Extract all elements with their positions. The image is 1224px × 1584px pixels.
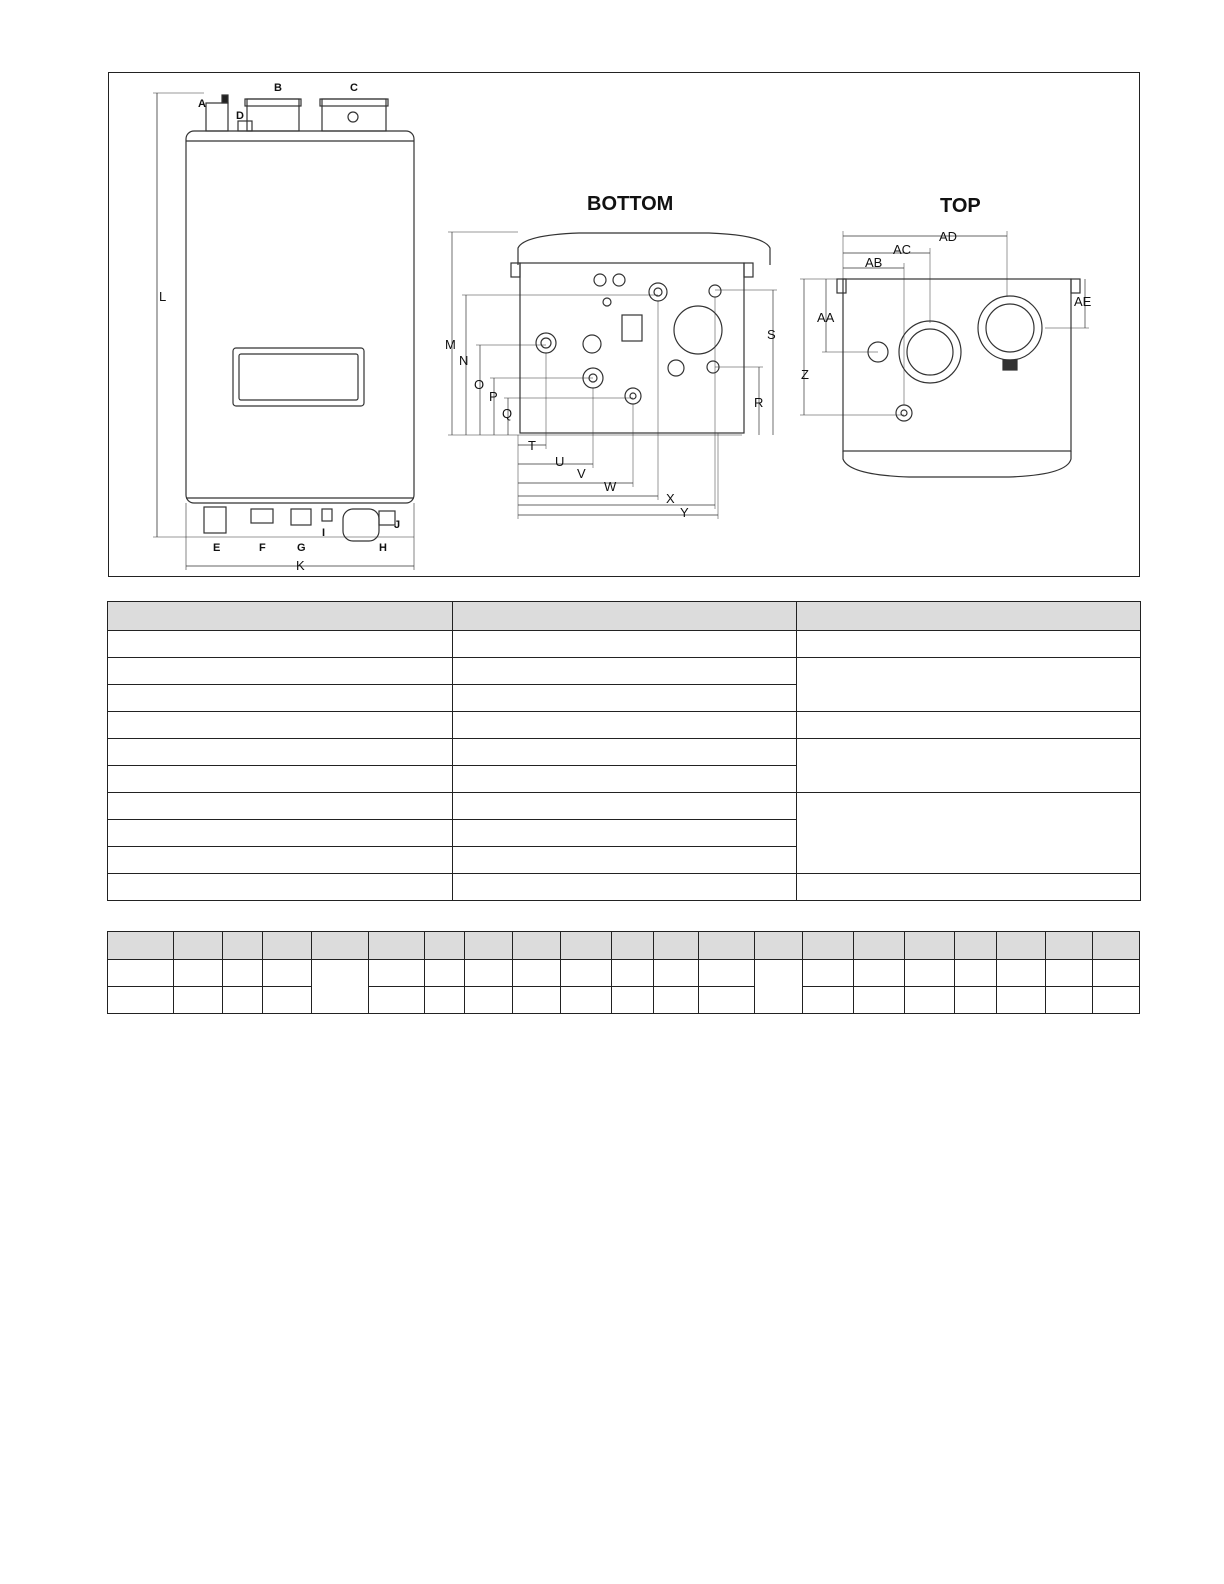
header-cell xyxy=(263,932,312,960)
table-cell xyxy=(108,820,453,847)
table-cell xyxy=(108,874,453,901)
label-y: Y xyxy=(680,505,689,520)
table-cell xyxy=(453,766,797,793)
header-cell xyxy=(425,932,465,960)
label-b: B xyxy=(274,82,282,94)
table-cell xyxy=(108,847,453,874)
specifications-table xyxy=(107,601,1141,901)
label-f: F xyxy=(259,542,266,554)
label-q: Q xyxy=(502,406,513,421)
header-cell xyxy=(108,602,453,631)
dimension-drawing-frame xyxy=(108,72,1140,577)
table-cell xyxy=(560,960,611,987)
header-cell xyxy=(802,932,853,960)
label-x: X xyxy=(666,491,675,506)
label-z: Z xyxy=(801,367,809,382)
header-cell xyxy=(1092,932,1139,960)
table-cell xyxy=(312,960,369,1014)
table-cell xyxy=(797,631,1141,658)
header-cell xyxy=(611,932,653,960)
table-cell xyxy=(611,960,653,987)
table-cell xyxy=(797,658,1141,712)
table-cell xyxy=(108,658,453,685)
label-ae: AE xyxy=(1074,294,1092,309)
table-cell xyxy=(698,987,755,1014)
table-cell xyxy=(453,739,797,766)
table-cell xyxy=(802,960,853,987)
table-cell xyxy=(263,960,312,987)
label-n: N xyxy=(459,353,469,368)
table-row xyxy=(108,658,1141,685)
header-cell xyxy=(797,602,1141,631)
table-cell xyxy=(453,712,797,739)
control-display-panel xyxy=(233,348,364,406)
table-cell xyxy=(453,793,797,820)
label-u: U xyxy=(555,454,565,469)
header-cell xyxy=(997,932,1045,960)
table-cell xyxy=(453,631,797,658)
label-e: E xyxy=(213,542,221,554)
label-g: G xyxy=(297,542,306,554)
label-v: V xyxy=(577,466,586,481)
table-cell xyxy=(653,987,698,1014)
header-cell xyxy=(1045,932,1092,960)
table-header-row xyxy=(108,932,1140,960)
label-k: K xyxy=(296,558,305,573)
table-cell xyxy=(453,658,797,685)
label-o: O xyxy=(474,377,485,392)
intake-collar xyxy=(247,99,299,131)
label-aa: AA xyxy=(817,310,835,325)
table-cell xyxy=(108,631,453,658)
table-cell xyxy=(368,987,425,1014)
table-cell xyxy=(108,712,453,739)
header-cell xyxy=(453,602,797,631)
top-view-title: TOP xyxy=(940,195,981,217)
table-cell xyxy=(174,960,223,987)
header-cell xyxy=(513,932,560,960)
table-cell xyxy=(108,685,453,712)
header-cell xyxy=(755,932,802,960)
table-cell xyxy=(453,685,797,712)
table-cell xyxy=(368,960,425,987)
header-cell xyxy=(698,932,755,960)
header-cell xyxy=(560,932,611,960)
header-cell xyxy=(108,932,174,960)
table-row xyxy=(108,874,1141,901)
label-l: L xyxy=(159,289,167,304)
table-cell xyxy=(108,793,453,820)
table-cell xyxy=(797,874,1141,901)
table-row xyxy=(108,793,1141,820)
label-a: A xyxy=(198,98,206,110)
table-cell xyxy=(223,987,263,1014)
bottom-view-panel xyxy=(520,263,744,433)
table-cell xyxy=(425,987,465,1014)
table-cell xyxy=(1092,960,1139,987)
header-cell xyxy=(905,932,955,960)
top-view-panel xyxy=(843,279,1071,451)
table-cell xyxy=(755,960,802,1014)
header-cell xyxy=(465,932,513,960)
table-cell xyxy=(513,960,560,987)
table-cell xyxy=(802,987,853,1014)
table-cell xyxy=(263,987,312,1014)
table-row xyxy=(108,960,1140,987)
table-cell xyxy=(513,987,560,1014)
header-cell xyxy=(174,932,223,960)
table-cell xyxy=(174,987,223,1014)
air-vent-fitting xyxy=(206,103,228,131)
table-cell xyxy=(797,712,1141,739)
label-w: W xyxy=(604,479,617,494)
table-cell xyxy=(465,987,513,1014)
label-p: P xyxy=(489,389,498,404)
table-cell xyxy=(997,987,1045,1014)
table-cell xyxy=(453,847,797,874)
header-cell xyxy=(368,932,425,960)
header-cell xyxy=(853,932,904,960)
boiler-front-cabinet xyxy=(186,131,414,503)
table-cell xyxy=(425,960,465,987)
table-cell xyxy=(905,960,955,987)
table-cell xyxy=(453,820,797,847)
label-ac: AC xyxy=(893,242,912,257)
bottom-view-title: BOTTOM xyxy=(587,193,674,215)
table-cell xyxy=(853,987,904,1014)
table-row xyxy=(108,739,1141,766)
table-row xyxy=(108,631,1141,658)
header-cell xyxy=(653,932,698,960)
table-cell xyxy=(223,960,263,987)
header-cell xyxy=(312,932,369,960)
table-cell xyxy=(108,987,174,1014)
label-m: M xyxy=(445,337,456,352)
exhaust-collar xyxy=(322,99,386,131)
label-ad: AD xyxy=(939,229,958,244)
table-cell xyxy=(797,793,1141,874)
label-ab: AB xyxy=(865,255,883,270)
table-cell xyxy=(1045,960,1092,987)
header-cell xyxy=(955,932,997,960)
table-cell xyxy=(955,987,997,1014)
table-row xyxy=(108,987,1140,1014)
table-cell xyxy=(797,739,1141,793)
table-row xyxy=(108,712,1141,739)
label-s: S xyxy=(767,327,776,342)
table-cell xyxy=(560,987,611,1014)
label-h: H xyxy=(379,542,387,554)
table-cell xyxy=(108,739,453,766)
table-cell xyxy=(653,960,698,987)
label-j: J xyxy=(394,519,401,531)
table-cell xyxy=(853,960,904,987)
table-cell xyxy=(1045,987,1092,1014)
table-cell xyxy=(1092,987,1139,1014)
table-cell xyxy=(997,960,1045,987)
table-cell xyxy=(108,960,174,987)
table-cell xyxy=(453,874,797,901)
table-cell xyxy=(611,987,653,1014)
table-cell xyxy=(955,960,997,987)
label-t: T xyxy=(528,438,536,453)
label-c: C xyxy=(350,82,358,94)
label-r: R xyxy=(754,395,764,410)
table-header-row xyxy=(108,602,1141,631)
label-i: I xyxy=(322,527,326,539)
label-d: D xyxy=(236,110,244,122)
table-cell xyxy=(465,960,513,987)
dimension-drawing xyxy=(109,73,1141,578)
table-cell xyxy=(108,766,453,793)
table-cell xyxy=(698,960,755,987)
header-cell xyxy=(223,932,263,960)
dimensions-table xyxy=(107,931,1140,1014)
table-cell xyxy=(905,987,955,1014)
